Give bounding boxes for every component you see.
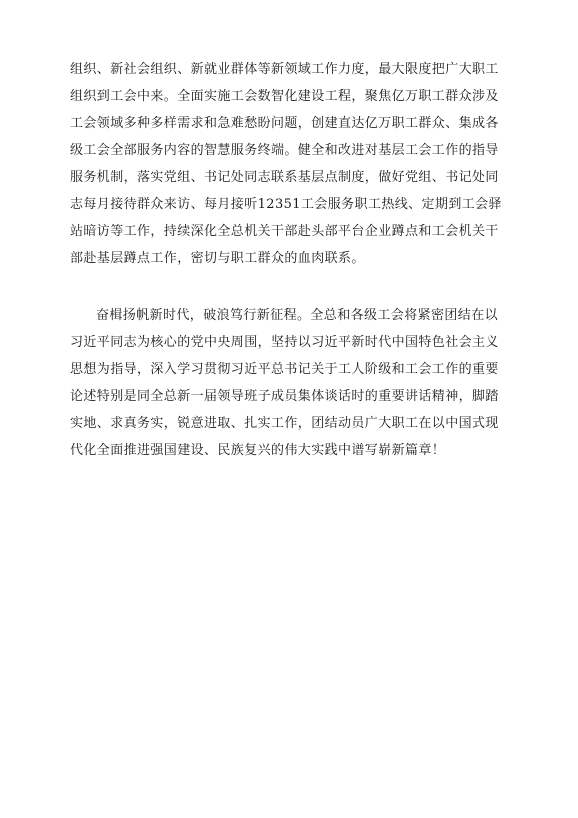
text-line: 习近平同志为核心的党中央周围，坚持以习近平新时代中国特色社会主义 xyxy=(70,335,499,350)
text-line: 实地、求真务实，锐意进取、扎实工作，团结动员广大职工在以中国式现 xyxy=(70,416,499,431)
text-line: 工会领域多种多样需求和急难愁盼问题，创建直达亿万职工群众、集成各 xyxy=(70,116,499,131)
body-paragraph-2 xyxy=(70,302,516,464)
text-line: 论述特别是同全总新一届领导班子成员集体谈话时的重要讲话精神，脚踏 xyxy=(70,389,499,404)
text-line: 志每月接待群众来访、每月接听12351工会服务职工热线、定期到工会驿 xyxy=(70,197,502,212)
text-line: 服务机制，落实党组、书记处同志联系基层点制度，做好党组、书记处同 xyxy=(70,170,499,185)
text-line: 级工会全部服务内容的智慧服务终端。健全和改进对基层工会工作的指导 xyxy=(70,143,499,158)
text-line: 部赴基层蹲点工作，密切与职工群众的血肉联系。 xyxy=(70,251,365,266)
text-line: 组织到工会中来。全面实施工会数智化建设工程，聚焦亿万职工群众涉及 xyxy=(70,89,499,104)
text-line: 站暗访等工作，持续深化全总机关干部赴头部平台企业蹲点和工会机关干 xyxy=(70,224,499,239)
text-line: 奋楫扬帆新时代，破浪笃行新征程。全总和各级工会将紧密团结在以 xyxy=(96,308,499,323)
text-line: 思想为指导，深入学习贯彻习近平总书记关于工人阶级和工会工作的重要 xyxy=(70,362,499,377)
text-line: 代化全面推进强国建设、民族复兴的伟大实践中谱写崭新篇章！ xyxy=(70,443,446,458)
body-paragraph-1 xyxy=(70,56,516,272)
text-line: 组织、新社会组织、新就业群体等新领域工作力度，最大限度把广大职工 xyxy=(70,62,499,77)
